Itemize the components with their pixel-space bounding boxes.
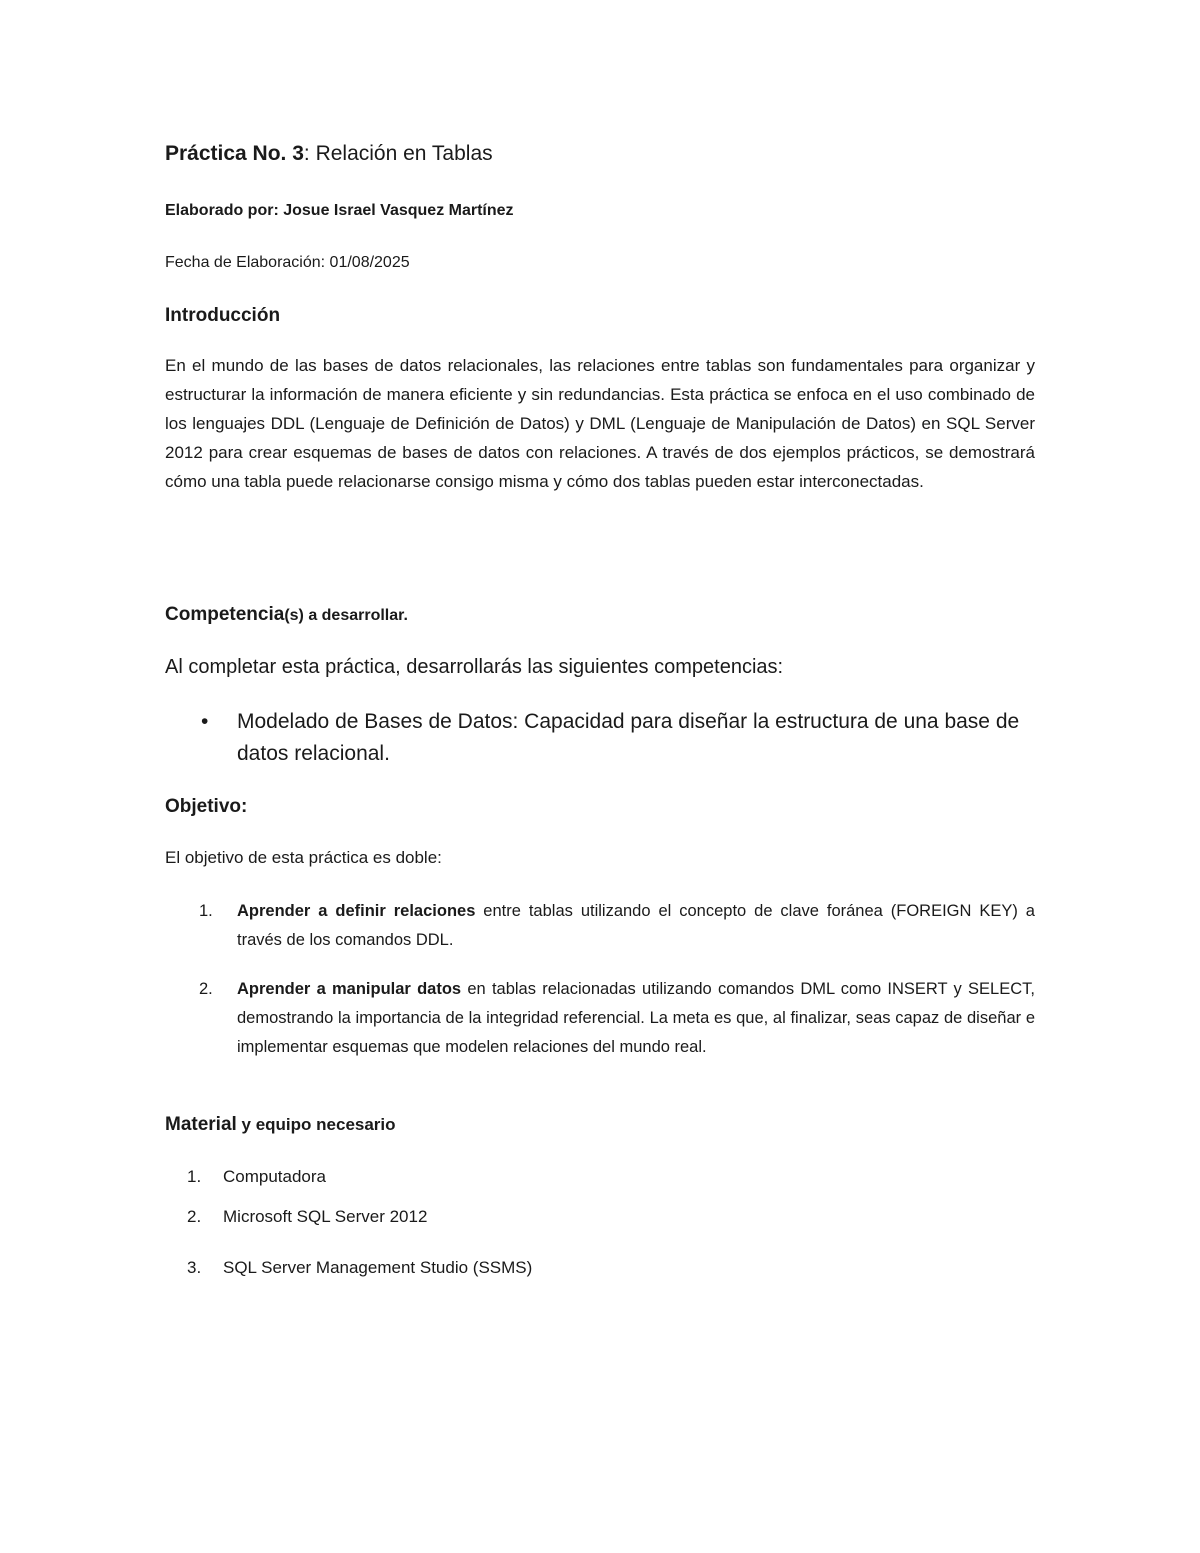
material-heading-main: Material [165,1114,237,1135]
objetivo-item-bold: Aprender a definir relaciones [237,902,476,920]
title-rest: : Relación en Tablas [303,142,493,165]
objetivo-item-text: en tablas relacionadas utilizando comandos DML como INSERT y SELECT, demostrando la importancia de la integridad referencial. La meta es que, al finalizar, seas capaz de diseñar e implementar esquemas que modelen relaciones del mundo real. [237,980,1035,1056]
material-item [165,1167,1035,1187]
objetivo-item [165,975,1035,1062]
page-title [165,142,1035,166]
competencias-heading-main: Competencia [165,604,285,625]
bullet-marker: • [201,710,209,733]
competencias-heading-small: (s) a desarrollar. [284,607,408,624]
material-item-text: SQL Server Management Studio (SSMS) [223,1258,533,1277]
competencias-heading [165,604,1035,626]
intro-paragraph: En el mundo de las bases de datos relacionales, las relaciones entre tablas son fundamentales para organizar y estructurar la información de manera eficiente y sin redundancias. Esta práctica se enfoca en el uso combinado de los lenguajes DDL (Lenguaje de Definición de Datos) y DML (Lenguaje de Manipulación de Datos) en SQL Server 2012 para crear esquemas de bases de datos con relaciones. A través de dos ejemplos prácticos, se demostrará cómo una tabla puede relacionarse consigo misma y cómo dos tablas pueden estar interconectadas. [165,356,1035,491]
intro-heading: Introducción [165,305,281,326]
objetivo-heading: Objetivo: [165,796,248,817]
title-bold: Práctica No. 3 [165,142,304,165]
material-item [165,1207,1035,1227]
material-heading [165,1114,1035,1136]
author-line: Elaborado por: Josue Israel Vasquez Martínez [165,202,514,219]
date-line: Fecha de Elaboración: 01/08/2025 [165,254,410,271]
objetivo-item-bold: Aprender a manipular datos [237,980,462,998]
bullet-text: Modelado de Bases de Datos: Capacidad para diseñar la estructura de una base de datos relacional. [237,710,1020,765]
material-heading-small: y equipo necesario [236,1115,396,1134]
list-number: 1. [199,902,213,920]
material-item [165,1258,1035,1278]
competencias-lead: Al completar esta práctica, desarrollarás las siguientes competencias: [165,656,784,678]
objetivo-item-text: entre tablas utilizando el concepto de clave foránea (FOREIGN KEY) a través de los comandos DDL. [237,902,1035,949]
list-number: 2. [187,1207,202,1226]
material-item-text: Computadora [223,1167,327,1186]
list-number: 1. [187,1167,202,1186]
competencias-bullet [165,706,1035,770]
objetivo-lead: El objetivo de esta práctica es doble: [165,848,442,867]
material-item-text: Microsoft SQL Server 2012 [223,1207,428,1226]
list-number: 3. [187,1258,202,1277]
objetivo-item [165,897,1035,955]
list-number: 2. [199,980,213,998]
